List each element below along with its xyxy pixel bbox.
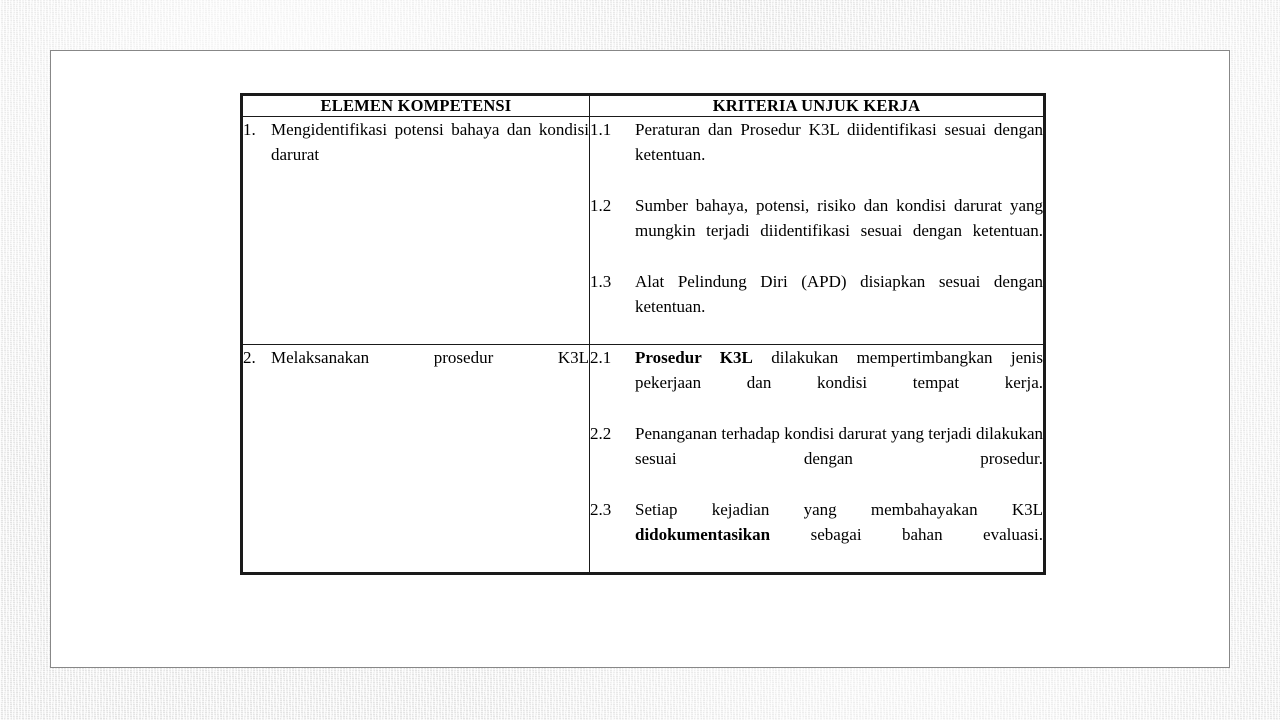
cell-kriteria-1 xyxy=(590,117,1045,345)
cell-elemen-2 xyxy=(242,345,590,574)
elemen-entry-1 xyxy=(243,117,589,192)
kriteria-text-1-1: Peraturan dan Prosedur K3L diidentifikasi sesuai dengan ketentuan. xyxy=(635,120,1043,164)
kriteria-text-1-3: Alat Pelindung Diri (APD) disiapkan sesuai dengan ketentuan. xyxy=(635,272,1043,316)
kriteria-entry-2-2 xyxy=(590,421,1043,496)
column-header-elemen-kompetensi: ELEMEN KOMPETENSI xyxy=(242,95,590,117)
column-header-kriteria-unjuk-kerja: KRITERIA UNJUK KERJA xyxy=(590,95,1045,117)
kriteria-entry-1-1 xyxy=(590,117,1043,192)
elemen-entry-2 xyxy=(243,345,589,395)
table-row xyxy=(242,345,1045,574)
kriteria-entry-2-1 xyxy=(590,345,1043,420)
elemen-text-1: Mengidentifikasi potensi bahaya dan kondisi darurat xyxy=(271,120,589,164)
kriteria-number-1-1: 1.1 xyxy=(590,120,612,139)
kriteria-text-1-2: Sumber bahaya, potensi, risiko dan kondisi darurat yang mungkin terjadi diidentifikasi sesuai dengan ketentuan. xyxy=(635,196,1043,240)
kriteria-text-2-3-before: Setiap kejadian yang membahayakan K3L xyxy=(635,500,1043,519)
cell-kriteria-2 xyxy=(590,345,1045,574)
table-header xyxy=(242,95,1045,117)
elemen-number-1: 1. xyxy=(243,120,256,139)
kriteria-number-1-2: 1.2 xyxy=(590,196,612,215)
kriteria-number-2-1: 2.1 xyxy=(590,348,612,367)
kriteria-text-2-2: Penanganan terhadap kondisi darurat yang terjadi dilakukan sesuai dengan prosedur. xyxy=(635,424,1043,468)
kriteria-number-1-3: 1.3 xyxy=(590,272,612,291)
kriteria-text-2-1-rest: dilakukan mempertimbangkan jenis pekerjaan dan kondisi tempat kerja. xyxy=(635,348,1043,392)
kriteria-entry-1-3 xyxy=(590,269,1043,344)
table-row xyxy=(242,117,1045,345)
kriteria-text-2-3-bold: didokumentasikan xyxy=(635,525,771,544)
competency-table xyxy=(240,93,1046,575)
kriteria-number-2-3: 2.3 xyxy=(590,500,612,519)
kriteria-text-2-3 xyxy=(635,497,1043,572)
cell-elemen-1 xyxy=(242,117,590,345)
kriteria-text-2-1 xyxy=(635,345,1043,420)
kriteria-number-2-2: 2.2 xyxy=(590,424,612,443)
table-body xyxy=(242,117,1045,574)
table-header-row xyxy=(242,95,1045,117)
kriteria-entry-2-3 xyxy=(590,497,1043,572)
elemen-text-2: Melaksanakan prosedur K3L xyxy=(271,348,589,367)
slide-page xyxy=(50,50,1230,668)
elemen-number-2: 2. xyxy=(243,348,256,367)
kriteria-text-2-1-bold: Prosedur K3L xyxy=(635,348,753,367)
kriteria-entry-1-2 xyxy=(590,193,1043,268)
kriteria-text-2-3-after: sebagai bahan evaluasi. xyxy=(770,525,1043,544)
